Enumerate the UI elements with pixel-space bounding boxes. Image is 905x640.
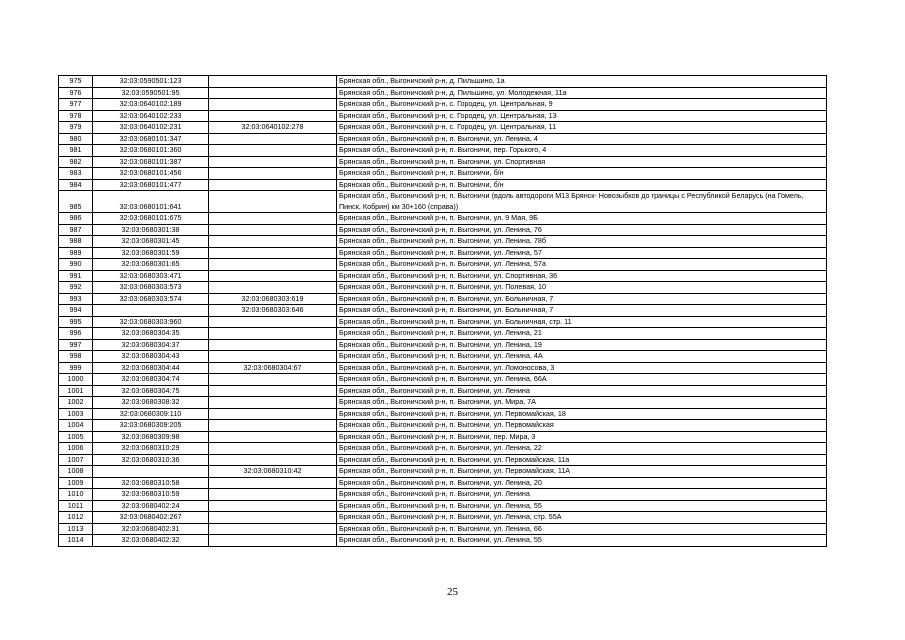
row-number: 1002 — [59, 397, 93, 409]
related-cadastral-number: 32:03:0680303:619 — [209, 293, 337, 305]
address: Брянская обл., Выгоничский р-н, п. Выгоничи, ул. Ленина — [337, 489, 827, 501]
table-row — [59, 362, 827, 374]
table-row — [59, 523, 827, 535]
cadastral-number: 32:03:0680310:36 — [93, 454, 209, 466]
related-cadastral-number — [209, 213, 337, 225]
row-number: 997 — [59, 339, 93, 351]
related-cadastral-number — [209, 191, 337, 213]
cadastral-number: 32:03:0680101:456 — [93, 168, 209, 180]
table-row — [59, 489, 827, 501]
page-number: 25 — [447, 586, 458, 598]
cadastral-number: 32:03:0680310:59 — [93, 489, 209, 501]
related-cadastral-number — [209, 145, 337, 157]
related-cadastral-number — [209, 512, 337, 524]
table-row — [59, 443, 827, 455]
row-number: 991 — [59, 270, 93, 282]
cadastral-number: 32:03:0680304:37 — [93, 339, 209, 351]
row-number: 985 — [59, 191, 93, 213]
address: Брянская обл., Выгоничский р-н, п. Выгоничи, ул. Ленина, 20 — [337, 477, 827, 489]
row-number: 1004 — [59, 420, 93, 432]
table-row — [59, 408, 827, 420]
table-row — [59, 110, 827, 122]
related-cadastral-number — [209, 133, 337, 145]
cadastral-number — [93, 305, 209, 317]
cadastral-number: 32:03:0680308:32 — [93, 397, 209, 409]
address: Брянская обл., Выгоничский р-н, п. Выгоничи, ул. Ленина, 21 — [337, 328, 827, 340]
related-cadastral-number — [209, 454, 337, 466]
cadastral-number: 32:03:0680101:675 — [93, 213, 209, 225]
cadastral-number: 32:03:0680303:574 — [93, 293, 209, 305]
cadastral-number: 32:03:0680301:59 — [93, 247, 209, 259]
row-number: 986 — [59, 213, 93, 225]
related-cadastral-number — [209, 374, 337, 386]
related-cadastral-number — [209, 156, 337, 168]
related-cadastral-number — [209, 224, 337, 236]
table-row — [59, 236, 827, 248]
cadastral-number: 32:03:0680309:110 — [93, 408, 209, 420]
row-number: 987 — [59, 224, 93, 236]
address: Брянская обл., Выгоничский р-н, с. Городец, ул. Центральная, 13 — [337, 110, 827, 122]
related-cadastral-number — [209, 523, 337, 535]
row-number: 1014 — [59, 535, 93, 547]
table-row — [59, 385, 827, 397]
cadastral-number: 32:03:0680310:58 — [93, 477, 209, 489]
table-row — [59, 477, 827, 489]
related-cadastral-number — [209, 259, 337, 271]
table-row — [59, 535, 827, 547]
row-number: 994 — [59, 305, 93, 317]
row-number: 1009 — [59, 477, 93, 489]
table-row — [59, 466, 827, 478]
cadastral-number: 32:03:0680402:32 — [93, 535, 209, 547]
table-row — [59, 305, 827, 317]
address: Брянская обл., Выгоничский р-н, п. Выгоничи, ул. Первомайская, 11а — [337, 454, 827, 466]
address: Брянская обл., Выгоничский р-н, п. Выгоничи, пер. Мира, 3 — [337, 431, 827, 443]
table-row — [59, 431, 827, 443]
table-row — [59, 316, 827, 328]
table-row — [59, 156, 827, 168]
address: Брянская обл., Выгоничский р-н, п. Выгоничи, ул. Ленина, 19 — [337, 339, 827, 351]
related-cadastral-number — [209, 420, 337, 432]
table-row — [59, 87, 827, 99]
cadastral-number: 32:03:0680304:43 — [93, 351, 209, 363]
row-number: 979 — [59, 122, 93, 134]
table-row — [59, 76, 827, 88]
cadastral-number: 32:03:0680301:45 — [93, 236, 209, 248]
row-number: 984 — [59, 179, 93, 191]
row-number: 998 — [59, 351, 93, 363]
related-cadastral-number — [209, 397, 337, 409]
table-row — [59, 282, 827, 294]
related-cadastral-number — [209, 443, 337, 455]
cadastral-number — [93, 466, 209, 478]
related-cadastral-number — [209, 500, 337, 512]
address: Брянская обл., Выгоничский р-н, п. Выгоничи, ул. Ленина, 57а — [337, 259, 827, 271]
cadastral-number: 32:03:0680402:24 — [93, 500, 209, 512]
table-row — [59, 213, 827, 225]
address: Брянская обл., Выгоничский р-н, п. Выгоничи, ул. Ленина, 66А — [337, 374, 827, 386]
cadastral-number: 32:03:0680301:65 — [93, 259, 209, 271]
related-cadastral-number — [209, 489, 337, 501]
cadastral-number: 32:03:0680304:75 — [93, 385, 209, 397]
address: Брянская обл., Выгоничский р-н, д. Пильшино, ул. Молодежная, 11а — [337, 87, 827, 99]
registry-table-body — [59, 76, 827, 547]
table-row — [59, 328, 827, 340]
address: Брянская обл., Выгоничский р-н, п. Выгоничи, ул. Ленина, 55 — [337, 535, 827, 547]
address: Брянская обл., Выгоничский р-н, п. Выгоничи, ул. Спортивная, 36 — [337, 270, 827, 282]
address: Брянская обл., Выгоничский р-н, п. Выгоничи, б/н — [337, 179, 827, 191]
table-row — [59, 293, 827, 305]
cadastral-number: 32:03:0680303:960 — [93, 316, 209, 328]
address: Брянская обл., Выгоничский р-н, п. Выгоничи, ул. Ленина, 22 — [337, 443, 827, 455]
cadastral-number: 32:03:0680402:31 — [93, 523, 209, 535]
table-row — [59, 420, 827, 432]
address: Брянская обл., Выгоничский р-н, п. Выгоничи, ул. Первомайская, 18 — [337, 408, 827, 420]
address: Брянская обл., Выгоничский р-н, п. Выгоничи, ул. Ленина, 4А — [337, 351, 827, 363]
row-number: 989 — [59, 247, 93, 259]
table-row — [59, 122, 827, 134]
row-number: 1003 — [59, 408, 93, 420]
row-number: 988 — [59, 236, 93, 248]
related-cadastral-number — [209, 339, 337, 351]
table-row — [59, 145, 827, 157]
table-row — [59, 247, 827, 259]
row-number: 976 — [59, 87, 93, 99]
table-row — [59, 454, 827, 466]
row-number: 1005 — [59, 431, 93, 443]
cadastral-number: 32:03:0680309:98 — [93, 431, 209, 443]
row-number: 978 — [59, 110, 93, 122]
address: Брянская обл., Выгоничский р-н, п. Выгоничи, ул. Ленина, 66 — [337, 523, 827, 535]
address: Брянская обл., Выгоничский р-н, п. Выгоничи, ул. Первомайская, 11А — [337, 466, 827, 478]
table-row — [59, 259, 827, 271]
related-cadastral-number — [209, 247, 337, 259]
related-cadastral-number — [209, 110, 337, 122]
address: Брянская обл., Выгоничский р-н, п. Выгоничи, ул. Первомайская — [337, 420, 827, 432]
cadastral-number: 32:03:0590501:123 — [93, 76, 209, 88]
cadastral-number: 32:03:0680304:44 — [93, 362, 209, 374]
row-number: 1010 — [59, 489, 93, 501]
related-cadastral-number — [209, 76, 337, 88]
row-number: 1011 — [59, 500, 93, 512]
row-number: 999 — [59, 362, 93, 374]
related-cadastral-number — [209, 408, 337, 420]
cadastral-number: 32:03:0680402:267 — [93, 512, 209, 524]
table-row — [59, 339, 827, 351]
registry-table — [58, 75, 827, 547]
cadastral-number: 32:03:0640102:189 — [93, 99, 209, 111]
address: Брянская обл., Выгоничский р-н, с. Городец, ул. Центральная, 11 — [337, 122, 827, 134]
related-cadastral-number — [209, 99, 337, 111]
row-number: 992 — [59, 282, 93, 294]
related-cadastral-number — [209, 87, 337, 99]
table-row — [59, 397, 827, 409]
address: Брянская обл., Выгоничский р-н, п. Выгоничи (вдоль автодороги М13 Брянск- Новозыбков до границы с Республикой Беларусь (на Гомель, Пинск, Кобрин) км 30+160 (справа)) — [337, 191, 827, 213]
row-number: 1000 — [59, 374, 93, 386]
row-number: 977 — [59, 99, 93, 111]
related-cadastral-number — [209, 282, 337, 294]
cadastral-number: 32:03:0680304:74 — [93, 374, 209, 386]
table-row — [59, 270, 827, 282]
related-cadastral-number — [209, 431, 337, 443]
address: Брянская обл., Выгоничский р-н, п. Выгоничи, ул. Полевая, 10 — [337, 282, 827, 294]
address: Брянская обл., Выгоничский р-н, п. Выгоничи, б/н — [337, 168, 827, 180]
address: Брянская обл., Выгоничский р-н, п. Выгоничи, ул. Ленина, 57 — [337, 247, 827, 259]
cadastral-number: 32:03:0640102:233 — [93, 110, 209, 122]
table-row — [59, 512, 827, 524]
table-row — [59, 191, 827, 213]
table-row — [59, 500, 827, 512]
address: Брянская обл., Выгоничский р-н, п. Выгоничи, ул. Мира, 7А — [337, 397, 827, 409]
cadastral-number: 32:03:0680101:347 — [93, 133, 209, 145]
related-cadastral-number — [209, 328, 337, 340]
related-cadastral-number — [209, 385, 337, 397]
cadastral-number: 32:03:0680309:205 — [93, 420, 209, 432]
address: Брянская обл., Выгоничский р-н, п. Выгоничи, ул. Ломоносова, 3 — [337, 362, 827, 374]
table-row — [59, 179, 827, 191]
address: Брянская обл., Выгоничский р-н, п. Выгоничи, ул. Ленина, 76 — [337, 224, 827, 236]
related-cadastral-number — [209, 270, 337, 282]
cadastral-number: 32:03:0680301:38 — [93, 224, 209, 236]
related-cadastral-number: 32:03:0680303:646 — [209, 305, 337, 317]
address: Брянская обл., Выгоничский р-н, д. Пильшино, 1а — [337, 76, 827, 88]
row-number: 980 — [59, 133, 93, 145]
address: Брянская обл., Выгоничский р-н, п. Выгоничи, ул. 9 Мая, 9Б — [337, 213, 827, 225]
related-cadastral-number — [209, 351, 337, 363]
row-number: 993 — [59, 293, 93, 305]
row-number: 1008 — [59, 466, 93, 478]
address: Брянская обл., Выгоничский р-н, п. Выгоничи, ул. Ленина, 4 — [337, 133, 827, 145]
related-cadastral-number — [209, 535, 337, 547]
related-cadastral-number — [209, 236, 337, 248]
row-number: 981 — [59, 145, 93, 157]
related-cadastral-number — [209, 477, 337, 489]
row-number: 975 — [59, 76, 93, 88]
address: Брянская обл., Выгоничский р-н, п. Выгоничи, пер. Горького, 4 — [337, 145, 827, 157]
address: Брянская обл., Выгоничский р-н, п. Выгоничи, ул. Больничная, 7 — [337, 293, 827, 305]
address: Брянская обл., Выгоничский р-н, с. Городец, ул. Центральная, 9 — [337, 99, 827, 111]
related-cadastral-number: 32:03:0680310:42 — [209, 466, 337, 478]
table-row — [59, 168, 827, 180]
row-number: 983 — [59, 168, 93, 180]
address: Брянская обл., Выгоничский р-н, п. Выгоничи, ул. Ленина, 55 — [337, 500, 827, 512]
related-cadastral-number — [209, 179, 337, 191]
row-number: 990 — [59, 259, 93, 271]
address: Брянская обл., Выгоничский р-н, п. Выгоничи, ул. Ленина — [337, 385, 827, 397]
cadastral-number: 32:03:0680303:573 — [93, 282, 209, 294]
table-row — [59, 351, 827, 363]
address: Брянская обл., Выгоничский р-н, п. Выгоничи, ул. Больничная, 7 — [337, 305, 827, 317]
cadastral-number: 32:03:0680101:477 — [93, 179, 209, 191]
related-cadastral-number: 32:03:0680304:67 — [209, 362, 337, 374]
address: Брянская обл., Выгоничский р-н, п. Выгоничи, ул. Больничная, стр. 11 — [337, 316, 827, 328]
cadastral-number: 32:03:0640102:231 — [93, 122, 209, 134]
related-cadastral-number: 32:03:0640102:278 — [209, 122, 337, 134]
cadastral-number: 32:03:0590501:95 — [93, 87, 209, 99]
table-row — [59, 374, 827, 386]
row-number: 1012 — [59, 512, 93, 524]
cadastral-number: 32:03:0680101:360 — [93, 145, 209, 157]
row-number: 996 — [59, 328, 93, 340]
table-row — [59, 224, 827, 236]
address: Брянская обл., Выгоничский р-н, п. Выгоничи, ул. Ленина, 78б — [337, 236, 827, 248]
cadastral-number: 32:03:0680310:29 — [93, 443, 209, 455]
table-row — [59, 99, 827, 111]
row-number: 1013 — [59, 523, 93, 535]
table-row — [59, 133, 827, 145]
row-number: 995 — [59, 316, 93, 328]
cadastral-number: 32:03:0680101:641 — [93, 191, 209, 213]
related-cadastral-number — [209, 316, 337, 328]
row-number: 982 — [59, 156, 93, 168]
row-number: 1007 — [59, 454, 93, 466]
row-number: 1001 — [59, 385, 93, 397]
address: Брянская обл., Выгоничский р-н, п. Выгоничи, ул. Ленина, стр. 55А — [337, 512, 827, 524]
cadastral-number: 32:03:0680101:387 — [93, 156, 209, 168]
address: Брянская обл., Выгоничский р-н, п. Выгоничи, ул. Спортивная — [337, 156, 827, 168]
row-number: 1006 — [59, 443, 93, 455]
cadastral-number: 32:03:0680304:35 — [93, 328, 209, 340]
related-cadastral-number — [209, 168, 337, 180]
cadastral-number: 32:03:0680303:471 — [93, 270, 209, 282]
